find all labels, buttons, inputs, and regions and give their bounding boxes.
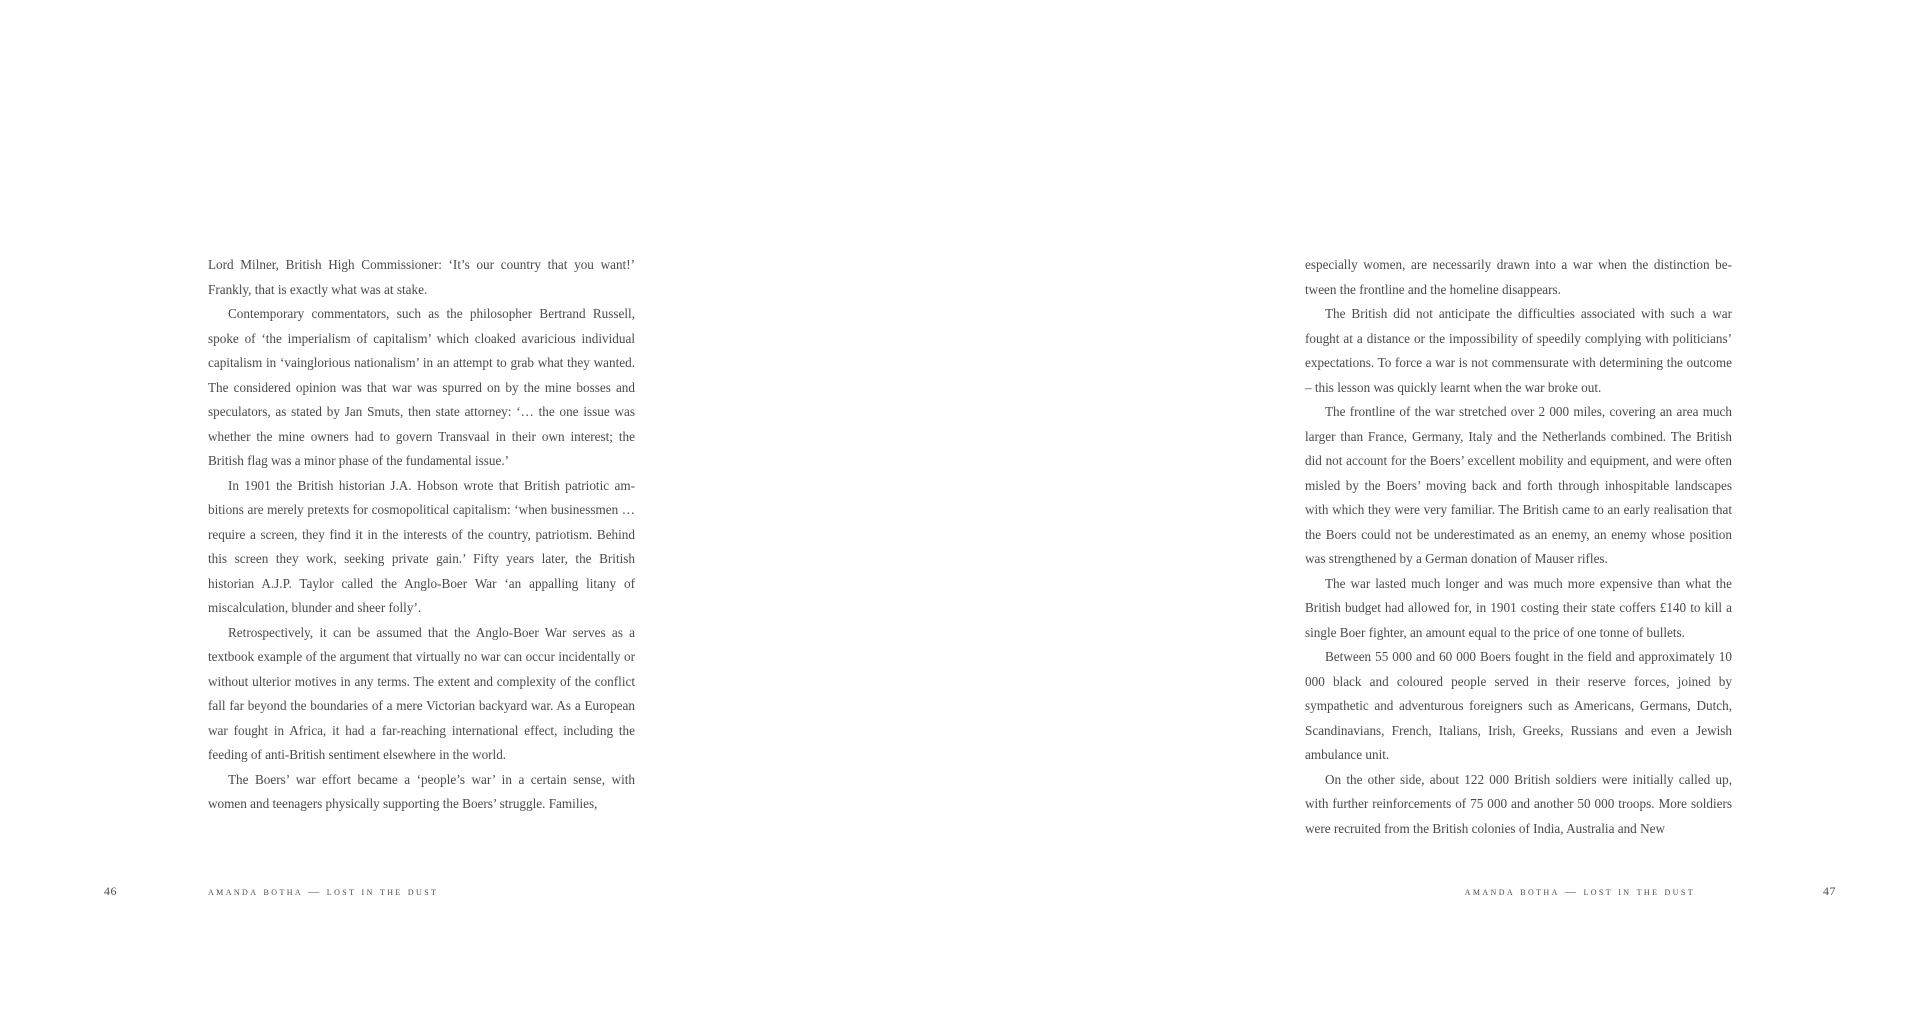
- paragraph: The British did not anticipate the difficulties associated with such a war fought at a distance or the impossibility of speedily complying with politicians’ expectations. To force a war is not commensurate with determining the outcome – this lesson was quickly learnt when the war broke out.: [1305, 306, 1732, 395]
- page-number: 47: [1823, 884, 1836, 898]
- paragraph: especially women, are necessarily drawn into a war when the distinction between the frontline and the homeline disappears.: [1305, 257, 1732, 297]
- paragraph: On the other side, about 122 000 British soldiers were initially called up, with further reinforcements of 75 000 and another 50 000 troops. More soldiers were recruited from the British colonies of India, Australia and New: [1305, 771, 1732, 836]
- running-head: amanda botha — lost in the dust: [1464, 886, 1695, 898]
- paragraph: In 1901 the British historian J.A. Hobson wrote that British patriotic ambitions are merely pretexts for cosmopolitical capitalism: ‘when businessmen … require a screen, they find it in the interests of the country, patriotism. Behind this screen they work, seeking private gain.’ Fifty years later, the British historian A.J.P. Taylor called the Anglo-Boer War ‘an appalling litany of miscalculation, blunder and sheer folly’.: [208, 477, 635, 615]
- page-number: 46: [104, 884, 117, 898]
- paragraph: The war lasted much longer and was much more expensive than what the British budget had allowed for, in 1901 costing their state coffers £140 to kill a single Boer fighter, an amount equal to the price of one tonne of bullets.: [1305, 575, 1732, 640]
- paragraph: Lord Milner, British High Commissioner: ‘It’s our country that you want!’ Frankly, that is exactly what was at stake.: [208, 257, 635, 297]
- left-body-text: [208, 253, 635, 817]
- running-head: amanda botha — lost in the dust: [208, 886, 439, 898]
- right-body-text: [1305, 253, 1732, 841]
- paragraph: Contemporary commentators, such as the philosopher Bertrand Russell, spoke of ‘the imperialism of capitalism’ which cloaked avaricious individual capitalism in ‘vainglorious nationalism’ in an attempt to grab what they wanted. The considered opinion was that war was spurred on by the mine bosses and speculators, as stated by Jan Smuts, then state attorney: ‘… the one issue was whether the mine owners had to govern Transvaal in their own interest; the British flag was a minor phase of the fundamental issue.’: [208, 306, 635, 468]
- paragraph: Retrospectively, it can be assumed that the Anglo-Boer War serves as a textbook example of the argument that virtually no war can occur incidentally or without ulterior motives in any terms. The extent and complexity of the conflict fall far beyond the boundaries of a mere Victorian backyard war. As a European war fought in Africa, it had a far-reaching international effect, including the feeding of anti-British sentiment elsewhere in the world.: [208, 624, 635, 762]
- paragraph: The Boers’ war effort became a ‘people’s war’ in a certain sense, with women and teenagers physically supporting the Boers’ struggle. Families,: [208, 771, 635, 811]
- paragraph: The frontline of the war stretched over 2 000 miles, covering an area much larger than France, Germany, Italy and the Netherlands combined. The British did not account for the Boers’ excellent mobility and equipment, and were often misled by the Boers’ moving back and forth through inhospitable landscapes with which they were very familiar. The British came to an early realisation that the Boers could not be underestimated as an enemy, an enemy whose position was strengthened by a German donation of Mauser rifles.: [1305, 404, 1732, 566]
- right-page: [960, 0, 1920, 1028]
- paragraph: Between 55 000 and 60 000 Boers fought in the field and approximately 10 000 black and coloured people served in their reserve forces, joined by sympathetic and adventurous foreigners such as Americans, Germans, Dutch, Scandinavians, French, Italians, Irish, Greeks, Russians and even a Jewish ambulance unit.: [1305, 649, 1732, 762]
